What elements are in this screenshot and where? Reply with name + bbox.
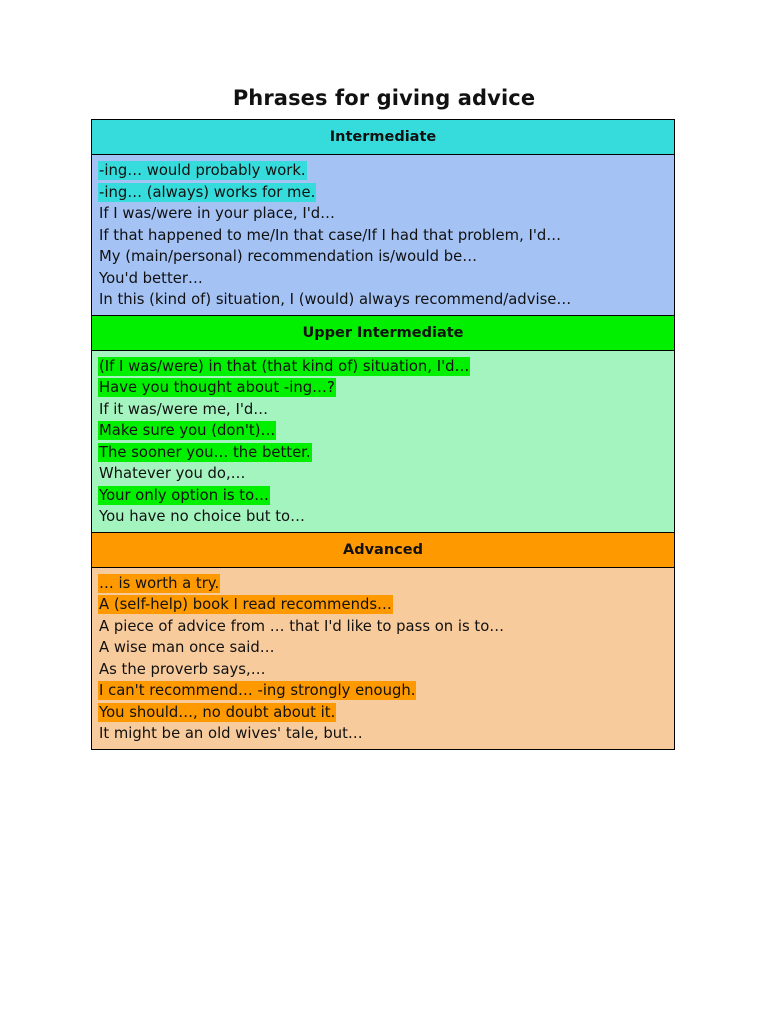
phrase-row bbox=[98, 680, 674, 702]
highlighted-phrase: I can't recommend… -ing strongly enough. bbox=[99, 682, 416, 699]
phrase-row bbox=[98, 659, 674, 681]
phrase-row bbox=[98, 377, 674, 399]
phrase-row bbox=[98, 182, 674, 204]
page-title: Phrases for giving advice bbox=[232, 86, 536, 110]
level-body-intermediate bbox=[92, 155, 674, 316]
phrase-row bbox=[98, 160, 674, 182]
phrase-row bbox=[98, 637, 674, 659]
phrase-row bbox=[98, 485, 674, 507]
highlighted-phrase: The sooner you… the better. bbox=[99, 443, 311, 461]
phrase-row bbox=[98, 268, 674, 290]
phrase-table bbox=[91, 119, 675, 750]
level-header-upper-intermediate: Upper Intermediate bbox=[92, 316, 674, 351]
phrase-text: You'd better… bbox=[99, 269, 203, 287]
phrase-row bbox=[98, 203, 674, 225]
phrase-row bbox=[98, 702, 674, 724]
phrase-text: If that happened to me/In that case/If I had that problem, I'd… bbox=[99, 226, 562, 244]
highlighted-phrase: (If I was/were) in that (that kind of) situation, I'd… bbox=[99, 357, 470, 375]
highlighted-phrase: Make sure you (don't)… bbox=[99, 422, 276, 439]
phrase-row bbox=[98, 506, 674, 528]
highlighted-phrase: -ing… would probably work. bbox=[99, 162, 306, 179]
phrase-text: Whatever you do,… bbox=[99, 465, 246, 482]
highlighted-phrase: A (self-help) book I read recommends… bbox=[99, 596, 392, 613]
highlighted-phrase: Have you thought about -ing…? bbox=[99, 379, 335, 396]
phrase-text: A wise man once said… bbox=[99, 639, 275, 656]
level-body-upper-intermediate bbox=[92, 351, 674, 533]
phrase-row bbox=[98, 723, 674, 745]
phrase-row bbox=[98, 442, 674, 464]
phrase-row bbox=[98, 225, 674, 247]
phrase-row bbox=[98, 573, 674, 595]
highlighted-phrase: You should…, no doubt about it. bbox=[99, 703, 336, 721]
phrase-row bbox=[98, 594, 674, 616]
highlighted-phrase: -ing… (always) works for me. bbox=[99, 183, 316, 201]
level-body-advanced bbox=[92, 568, 674, 750]
phrase-text: My (main/personal) recommendation is/would be… bbox=[99, 248, 478, 265]
phrase-row bbox=[98, 356, 674, 378]
phrase-row bbox=[98, 463, 674, 485]
level-header-advanced: Advanced bbox=[92, 533, 674, 568]
level-header-intermediate: Intermediate bbox=[92, 120, 674, 155]
phrase-row bbox=[98, 420, 674, 442]
phrase-row bbox=[98, 246, 674, 268]
phrase-row bbox=[98, 616, 674, 638]
phrase-text: If I was/were in your place, I'd… bbox=[99, 205, 335, 222]
phrase-text: If it was/were me, I'd… bbox=[99, 400, 269, 418]
phrase-row bbox=[98, 399, 674, 421]
phrase-text: You have no choice but to… bbox=[99, 508, 305, 525]
highlighted-phrase: … is worth a try. bbox=[99, 574, 220, 592]
phrase-text: As the proverb says,… bbox=[99, 660, 266, 678]
phrase-text: It might be an old wives' tale, but… bbox=[99, 725, 363, 742]
highlighted-phrase: Your only option is to… bbox=[99, 486, 269, 504]
phrase-text: In this (kind of) situation, I (would) always recommend/advise… bbox=[99, 291, 572, 308]
phrase-row bbox=[98, 289, 674, 311]
phrase-text: A piece of advice from … that I'd like to pass on is to… bbox=[99, 617, 505, 635]
